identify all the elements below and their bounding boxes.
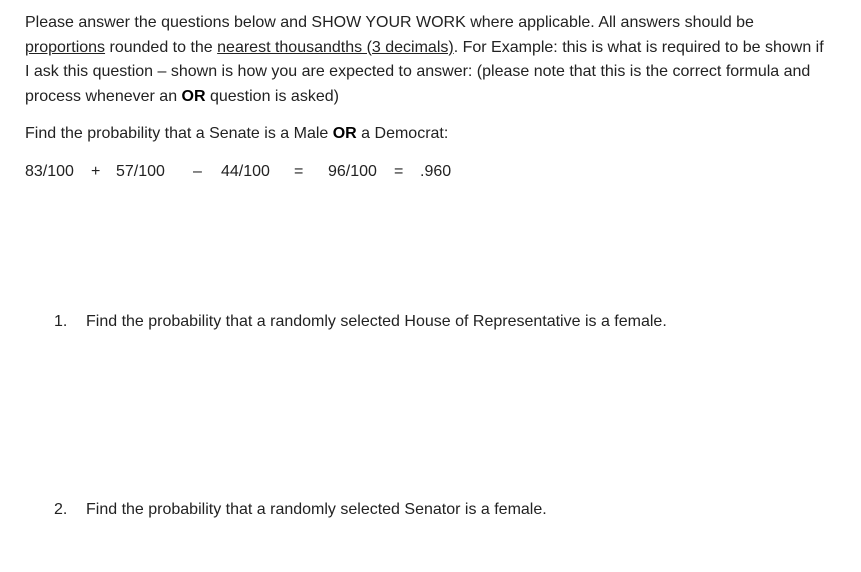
or-bold: OR [181, 87, 206, 105]
question-item-2 [0, 498, 861, 522]
question-text: Find the probability that a randomly selected Senator is a female. [86, 501, 547, 518]
example-or-bold: OR [332, 125, 357, 142]
nearest-thousandths-underlined: nearest thousandths (3 decimals) [217, 38, 454, 56]
result-decimal: .960 [420, 163, 452, 180]
instructions-text-2: rounded to the [105, 38, 218, 56]
example-work [0, 160, 861, 184]
instructions-text-4: question is asked) [205, 87, 339, 105]
term-3: 44/100 [221, 163, 270, 180]
question-item-1 [0, 310, 861, 334]
question-number: 1. [54, 313, 68, 330]
equals-sign-1: = [294, 163, 304, 180]
proportions-underlined: proportions [25, 38, 106, 56]
instructions-paragraph [25, 11, 825, 109]
plus-sign: + [91, 163, 101, 180]
instructions-text-1: Please answer the questions below and SHOW YOUR WORK where applicable. All answers should be [25, 14, 754, 31]
instructions-text-3: . For Example: this is what is required to be shown if I ask this question – shown is how you are expected to answer: (please note that this is the correct formula and process whenever an [25, 38, 824, 105]
term-1: 83/100 [25, 163, 74, 180]
result-fraction: 96/100 [328, 163, 377, 180]
equals-sign-2: = [394, 163, 404, 180]
example-question [25, 122, 448, 146]
example-question-text-1: Find the probability that a Senate is a Male [25, 125, 333, 142]
example-question-text-2: a Democrat: [356, 125, 449, 142]
term-2: 57/100 [116, 163, 165, 180]
question-text: Find the probability that a randomly selected House of Representative is a female. [86, 313, 667, 330]
minus-sign: – [193, 163, 202, 180]
question-number: 2. [54, 501, 68, 518]
